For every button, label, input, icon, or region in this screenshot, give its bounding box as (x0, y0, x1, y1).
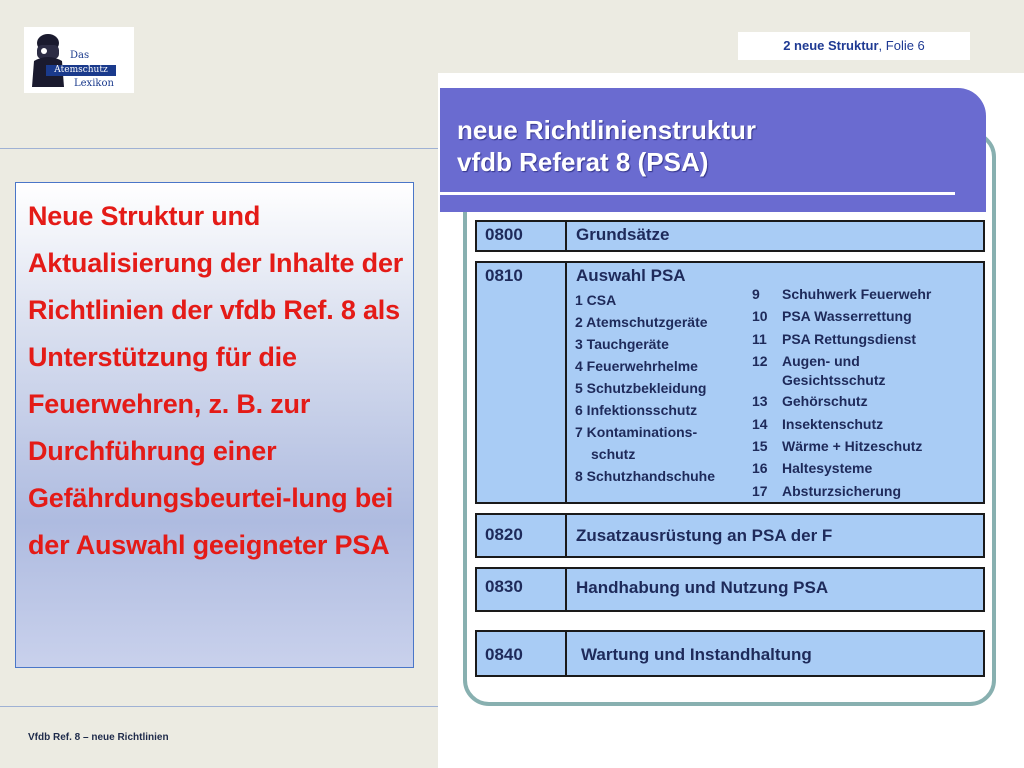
footer-text: Vfdb Ref. 8 – neue Richtlinien (28, 732, 169, 743)
item-number: 9 (752, 286, 760, 302)
list-item (752, 435, 931, 457)
list-item (752, 457, 931, 479)
row-0830 (475, 567, 985, 612)
item-text: Wärme + Hitzeschutz (782, 438, 923, 455)
logo-text-atemschutz: Atemschutz (46, 65, 116, 76)
logo-text-das: Das (70, 50, 90, 61)
main-text: Neue Struktur und Aktualisierung der Inhalte der Richtlinien der vfdb Ref. 8 als Unterstützung für die Feuerwehren, z. B. zur Durchführung einer Gefährdungsbeurtei-lung bei der Auswahl geeigneter PSA (28, 201, 404, 560)
diagram-header (440, 88, 986, 212)
row-0840 (475, 630, 985, 677)
atemschutz-lexikon-logo (24, 27, 134, 93)
firefighter-icon (30, 31, 70, 89)
list-item (752, 352, 931, 371)
list-right (752, 283, 931, 502)
item-text: Absturzsicherung (782, 482, 902, 499)
list-item: 2 Atemschutzgeräte (575, 314, 708, 330)
item-number: 12 (752, 353, 768, 370)
item-text: Haltesysteme (782, 460, 873, 477)
row-code: 0830 (477, 569, 567, 610)
item-text: Schuhwerk Feuerwehr (782, 286, 932, 302)
item-text: PSA Rettungsdienst (782, 330, 917, 347)
item-number: 16 (752, 460, 768, 477)
list-item: 7 Kontaminations- (575, 424, 698, 440)
list-item (752, 413, 931, 435)
item-number: 14 (752, 415, 768, 432)
row-label: Zusatzausrüstung an PSA der F (576, 526, 833, 545)
list-item: 3 Tauchgeräte (575, 336, 669, 352)
header-underline (440, 192, 955, 195)
slide-reference-page: , Folie 6 (878, 38, 925, 53)
row-label: Handhabung und Nutzung PSA (576, 578, 829, 597)
item-text: Gehörschutz (782, 393, 868, 410)
row-code: 0820 (477, 515, 567, 556)
logo-text-lexikon: Lexikon (74, 78, 114, 89)
row-code: 0840 (477, 632, 567, 675)
divider-top (0, 148, 438, 149)
list-left (575, 289, 715, 487)
slide-reference-section: 2 neue Struktur (783, 38, 879, 53)
list-item (752, 305, 931, 327)
slide-reference (738, 32, 970, 60)
item-text: Insektenschutz (782, 415, 884, 432)
list-item: 1 CSA (575, 292, 617, 308)
row-code: 0810 (477, 263, 567, 502)
row-label: Auswahl PSA (576, 266, 686, 285)
divider-bottom (0, 706, 438, 707)
list-item: schutz (591, 446, 636, 462)
list-item: 5 Schutzbekleidung (575, 380, 707, 396)
item-text: Gesichtsschutz (782, 372, 886, 389)
row-0800 (475, 220, 985, 252)
diagram-title-line1: neue Richtlinienstruktur (457, 115, 757, 145)
diagram-title (457, 114, 756, 178)
list-item: 6 Infektionsschutz (575, 402, 698, 418)
item-text: PSA Wasserrettung (782, 308, 912, 325)
list-item: 8 Schutzhandschuhe (575, 468, 716, 484)
list-item (752, 283, 931, 305)
list-item (752, 390, 931, 412)
row-label: Grundsätze (576, 225, 670, 244)
list-item (752, 328, 931, 350)
item-number: 17 (752, 482, 768, 499)
item-text: Augen- und (782, 353, 860, 370)
item-number: 10 (752, 308, 768, 325)
item-number: 11 (752, 330, 767, 347)
diagram-title-line2: vfdb Referat 8 (PSA) (457, 147, 709, 177)
item-number: 13 (752, 393, 768, 410)
list-item: 4 Feuerwehrhelme (575, 358, 698, 374)
item-number: 15 (752, 438, 768, 455)
row-label: Wartung und Instandhaltung (581, 645, 812, 664)
list-item (752, 371, 931, 390)
main-text-box (15, 182, 414, 668)
list-item (752, 480, 931, 502)
row-0820 (475, 513, 985, 558)
row-code: 0800 (477, 222, 567, 250)
